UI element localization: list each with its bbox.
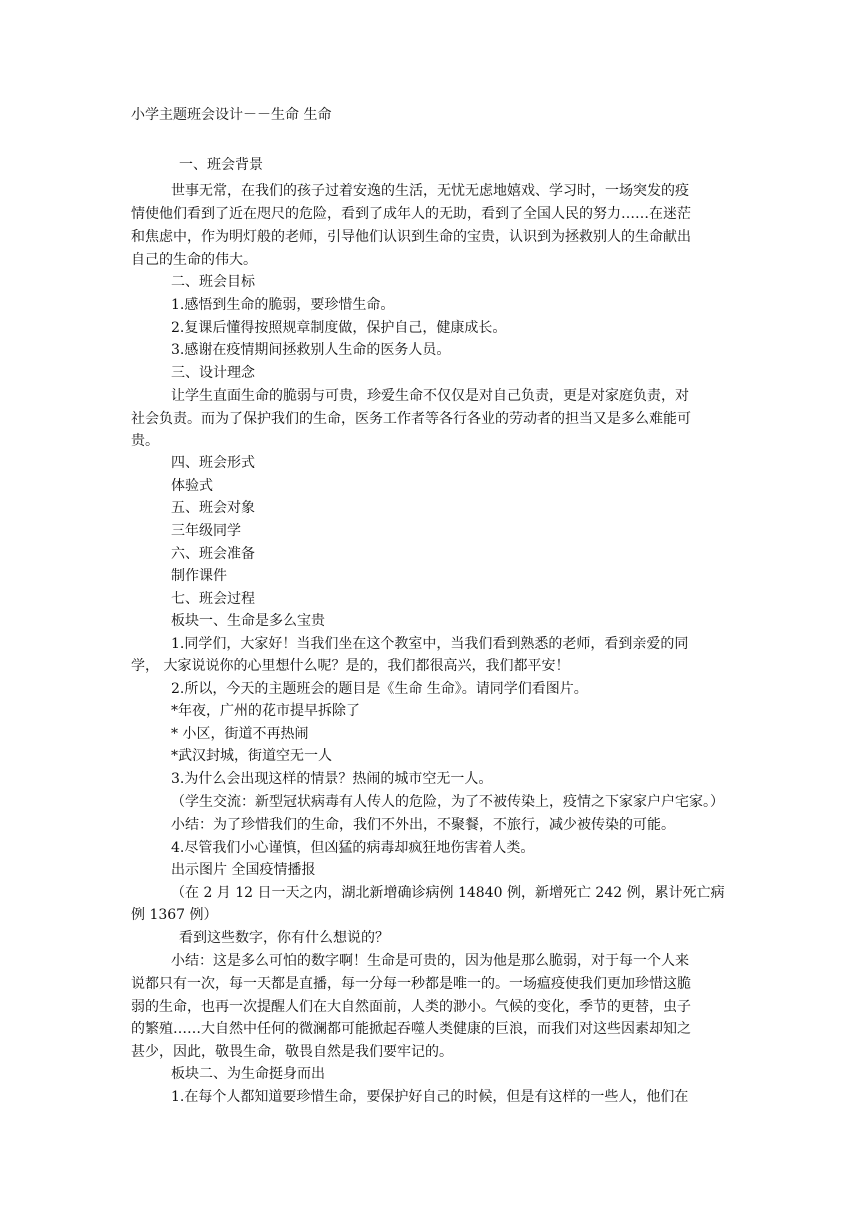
text-line: 甚少，因此，敬畏生命，敬畏自然是我们要牢记的。 [131,1044,453,1060]
text-line: 七、班会过程 [171,591,255,607]
document-title: 小学主题班会设计－－生命 生命 [131,107,332,123]
text-line: 2.所以，今天的主题班会的题目是《生命 生命》。请同学们看图片。 [171,681,588,697]
text-line: 三年级同学 [171,523,241,539]
text-line: 自己的生命的伟大。 [131,252,257,268]
text-line: 出示图片 全国疫情播报 [171,862,316,878]
text-line: 和焦虑中，作为明灯般的老师，引导他们认识到生命的宝贵，认识到为拯救别人的生命献出 [131,229,691,245]
text-line: （在 2 月 12 日一天之内，湖北新增确诊病例 14840 例，新增死亡 242 例，累计死亡病 [171,885,725,901]
text-line: 情使他们看到了近在咫尺的危险，看到了成年人的无助，看到了全国人民的努力……在迷茫 [131,206,691,222]
text-line: 世事无常，在我们的孩子过着安逸的生活，无忧无虑地嬉戏、学习时，一场突发的疫 [171,183,689,199]
text-line: 1.感悟到生命的脆弱，要珍惜生命。 [171,297,395,313]
text-line: 弱的生命，也再一次提醒人们在大自然面前，人类的渺小。气候的变化，季节的更替，虫子 [131,999,691,1015]
text-line: 例 1367 例） [131,907,218,923]
text-line: *武汉封城，街道空无一人 [171,748,332,764]
text-line: 3.感谢在疫情期间拯救别人生命的医务人员。 [171,342,451,358]
text-line: 学， 大家说说你的心里想什么呢？是的，我们都很高兴，我们都平安！ [131,658,570,674]
text-line: 体验式 [171,478,213,494]
text-line: * 小区，街道不再热闹 [171,726,309,742]
text-line: 五、班会对象 [171,500,255,516]
text-line: 看到这些数字，你有什么想说的？ [179,930,389,946]
text-line: 三、设计理念 [171,365,255,381]
text-line: 说都只有一次，每一天都是直播，每一分每一秒都是唯一的。一场瘟疫使我们更加珍惜这脆 [131,976,691,992]
text-line: 1.在每个人都知道要珍惜生命，要保护好自己的时候，但是有这样的一些人，他们在 [171,1089,689,1105]
text-line: （学生交流：新型冠状病毒有人传人的危险，为了不被传染上，疫情之下家家户户宅家。） [171,794,724,810]
text-line: 制作课件 [171,568,227,584]
text-line: 贵。 [131,433,159,449]
text-line: 六、班会准备 [171,546,255,562]
text-line: 4.尽管我们小心谨慎，但凶猛的病毒却疯狂地伤害着人类。 [171,840,535,856]
text-line: 板块一、生命是多么宝贵 [171,613,325,629]
text-line: 四、班会形式 [171,455,255,471]
text-line: 让学生直面生命的脆弱与可贵，珍爱生命不仅仅是对自己负责，更是对家庭负责，对 [171,388,689,404]
text-line: 的繁殖……大自然中任何的微澜都可能掀起吞噬人类健康的巨浪，而我们对这些因素却知之 [131,1021,691,1037]
text-line: 3.为什么会出现这样的情景？热闹的城市空无一人。 [171,771,493,787]
text-line: 社会负责。而为了保护我们的生命，医务工作者等各行各业的劳动者的担当又是多么难能可 [131,411,691,427]
text-line: 1.同学们，大家好！当我们坐在这个教室中，当我们看到熟悉的老师，看到亲爱的同 [171,636,689,652]
text-line: 小结：这是多么可怕的数字啊！生命是可贵的，因为他是那么脆弱，对于每一个人来 [171,953,689,969]
text-line: 一、班会背景 [179,157,263,173]
text-line: 二、班会目标 [171,274,255,290]
text-line: 板块二、为生命挺身而出 [171,1066,325,1082]
text-line: 小结：为了珍惜我们的生命，我们不外出，不聚餐，不旅行，减少被传染的可能。 [171,817,675,833]
text-line: 2.复课后懂得按照规章制度做，保护自己，健康成长。 [171,320,507,336]
text-line: *年夜，广州的花市提早拆除了 [171,703,360,719]
